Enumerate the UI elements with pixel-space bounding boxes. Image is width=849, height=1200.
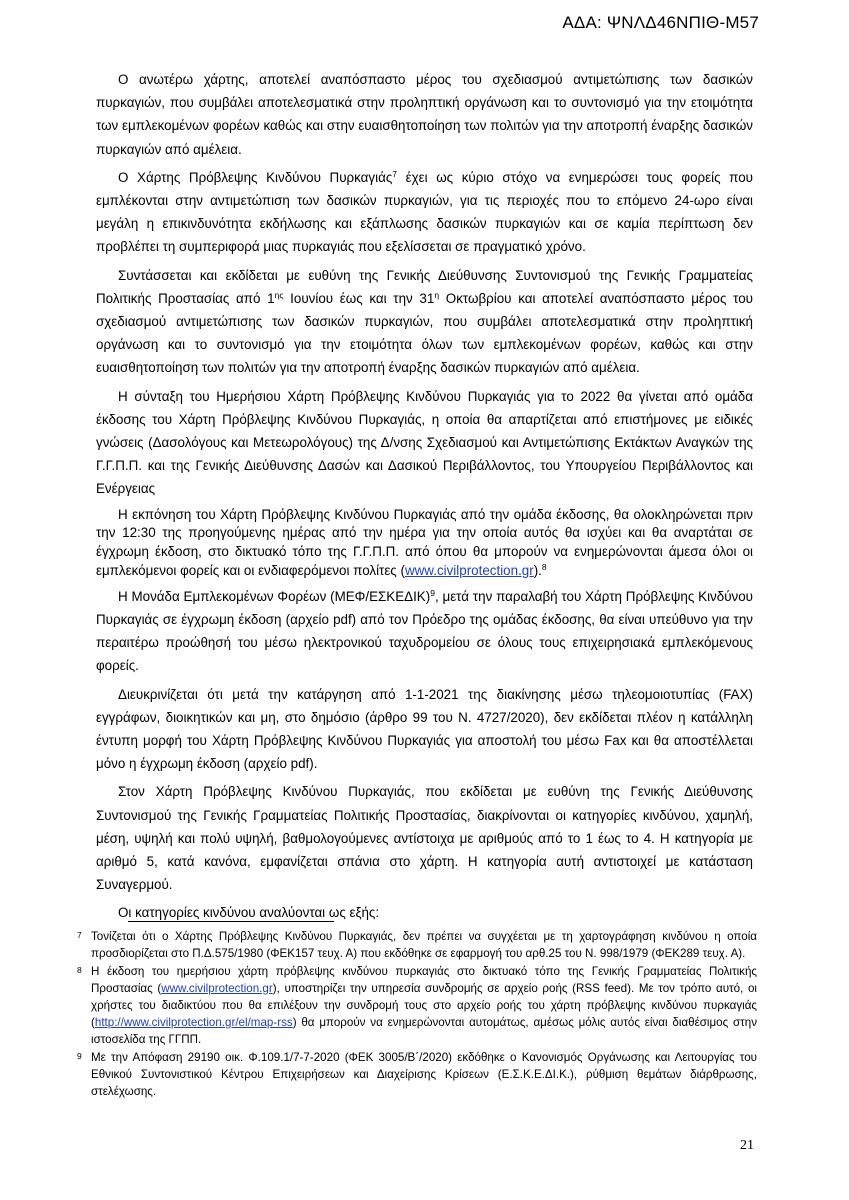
paragraph-5: [96, 506, 753, 581]
footnote-mark: 8: [77, 965, 82, 975]
ordinal-superscript: η: [434, 289, 440, 300]
paragraph-2: [96, 166, 753, 259]
paragraph-3: [96, 264, 753, 380]
footnote-9: [77, 1049, 757, 1100]
document-body: [96, 68, 753, 930]
ordinal-superscript: ης: [274, 289, 284, 300]
map-rss-link[interactable]: http://www.civilprotection.gr/el/map-rss: [94, 1016, 293, 1029]
paragraph-9: Οι κατηγορίες κινδύνου αναλύονται ως εξής:: [118, 905, 380, 921]
paragraph-2-start: Ο Χάρτης Πρόβλεψης Κινδύνου Πυρκαγιάς: [118, 169, 393, 185]
ada-code: ΑΔΑ: ΨΝΛΔ46ΝΠΙΘ-Μ57: [562, 13, 759, 32]
paragraph-3-part-a: Συντάσσεται και εκδίδεται με ευθύνη της Γενικής Διεύθυνσης Συντονισμού της Γενικής Γραμματείας Πολιτικής Προστασίας από 1: [96, 267, 753, 306]
footnote-8-part-a: Η έκδοση του ημερήσιου χάρτη πρόβλεψης κινδύνου πυρκαγιάς στο δικτυακό τόπο της Γενικής Γραμματείας Πολιτικής Προστασίας (: [91, 965, 757, 995]
paragraph-6: [96, 585, 753, 678]
paragraph-8: Στον Χάρτη Πρόβλεψης Κινδύνου Πυρκαγιάς, που εκδίδεται με ευθύνη της Γενικής Διεύθυνσης Συντονισμού της Γενικής Γραμματείας Πολιτικής Προστασίας, διακρίνονται οι κατηγορίες κινδύνου, χαμηλή, μέση, υψηλή και πολύ υψηλή, βαθμολογούμενες αντίστοιχα με αριθμούς από το 1 έως το 4. Η κατηγορία με αριθμό 5, κατά κανόνα, εμφανίζεται σπάνια στο χάρτη. Η κατηγορία αυτή αντιστοιχεί με κατάσταση Συναγερμού.: [96, 784, 753, 893]
paragraph-4: Η σύνταξη του Ημερήσιου Χάρτη Πρόβλεψης Κινδύνου Πυρκαγιάς για το 2022 θα γίνεται από ομάδα έκδοσης του Χάρτη Πρόβλεψης Κινδύνου Πυρκαγιάς, η οποία θα απαρτίζεται από επιστήμονες με ειδικές γνώσεις (Δασολόγους και Μετεωρολόγους) της Δ/νσης Σχεδιασμού και Αντιμετώπισης Εκτάκτων Αναγκών της Γ.Γ.Π.Π. και της Γενικής Διεύθυνσης Δασών και Δασικού Περιβάλλοντος, του Υπουργείου Περιβάλλοντος και Ενέργειας: [96, 388, 753, 497]
footnote-text: [91, 963, 757, 1048]
footnote-ref-8[interactable]: 8: [541, 562, 547, 573]
paragraph-1: Ο ανωτέρω χάρτης, αποτελεί αναπόσπαστο μέρος του σχεδιασμού αντιμετώπισης των δασικών πυρκαγιών, που συμβάλει αποτελεσματικά στην προληπτική οργάνωση και το συντονισμό για την ετοιμότητα των εμπλεκομένων φορέων καθώς και στην ευαισθητοποίηση των πολιτών για την αποτροπή έναρξης δασικών πυρκαγιών από αμέλεια.: [96, 72, 753, 157]
civilprotection-link[interactable]: www.civilprotection.gr: [404, 563, 534, 579]
paragraph-5-text: Η εκπόνηση του Χάρτη Πρόβλεψης Κινδύνου Πυρκαγιάς από την ομάδα έκδοσης, θα ολοκληρώνεται πριν την 12:30 της προηγούμενης ημέρας από την ημέρα για την οποία αυτός θα ισχύει και θα αναρτάται σε έγχρωμη έκδοση, στο δικτυακό τόπο της Γ.Γ.Π.Π. από όπου θα μπορούν να ενημερώνονται άμεσα όλοι οι εμπλεκόμενοι φορείς και οι ενδιαφερόμενοι πολίτες (: [96, 506, 753, 579]
paragraph-5-end: ).: [533, 563, 542, 579]
footnote-8: [77, 963, 757, 1048]
footnote-ref-9[interactable]: 9: [430, 587, 435, 598]
page-number: 21: [740, 1138, 754, 1153]
footnote-8-part-c: ) θα μπορούν να ενημερώνονται αυτομάτως, αμέσως μόλις αυτός είναι διαθέσιμος στην ιστοσελίδα της ΓΓΠΠ.: [91, 1016, 757, 1046]
paragraph-6-rest: , μετά την παραλαβή του Χάρτη Πρόβλεψης Κινδύνου Πυρκαγιάς σε έγχρωμη έκδοση (αρχείο pdf) από τον Πρόεδρο της ομάδας έκδοσης, θα είναι υπεύθυνο για την περαιτέρω προώθησή του μέσω ηλεκτρονικού ταχυδρομείου σε όλους τους επιχειρησιακά εμπλεκόμενους φορείς.: [96, 588, 753, 674]
footnote-mark: 7: [77, 930, 82, 940]
footnote-text: Με την Απόφαση 29190 οικ. Φ.109.1/7-7-2020 (ΦΕΚ 3005/Β΄/2020) εκδόθηκε ο Κανονισμός Οργάνωσης και Λειτουργίας του Εθνικού Συντονιστικού Κέντρου Επιχειρήσεων και Διαχείρισης Κρίσεων (Ε.Σ.Κ.Ε.ΔΙ.Κ.), ρύθμιση θεμάτων διάρθρωσης, στελέχωσης.: [91, 1051, 757, 1098]
footnotes: [77, 928, 757, 1101]
paragraph-2-rest: έχει ως κύριο στόχο να ενημερώσει τους φορείς που εμπλέκονται στην αντιμετώπιση των δασικών πυρκαγιών, για τις περιοχές που το επόμενο 24-ωρο είναι μεγάλη η επικινδυνότητα εκδήλωσης και εξάπλωσης δασικών πυρκαγιών και σε καμία περίπτωση δεν προβλέπει τη συμπεριφορά μιας πυρκαγιάς που εξελίσσεται σε πραγματικό χρόνο.: [96, 169, 753, 255]
footnote-8-part-b: ), υποστηρίζει την υπηρεσία συνδρομής σε αρχείο ροής (RSS feed). Με τον τρόπο αυτό, οι χρήστες του διαδικτύου που θα επιλέξουν την συνδρομή τους στο αρχείο ροής του χάρτη πρόβλεψης κινδύνου πυρκαγιάς (: [91, 982, 757, 1029]
footnote-ref-7[interactable]: 7: [392, 168, 398, 179]
paragraph-7: Διευκρινίζεται ότι μετά την κατάργηση από 1-1-2021 της διακίνησης μέσω τηλεομοιοτυπίας (FAX) εγγράφων, διοικητικών και μη, στο δημόσιο (άρθρο 99 του Ν. 4727/2020), δεν εκδίδεται πλέον η κατάλληλη έντυπη μορφή του Χάρτη Πρόβλεψης Κινδύνου Πυρκαγιάς για αποστολή του μέσω Fax και θα αποστέλλεται μόνο η έγχρωμη έκδοση (αρχείο pdf).: [96, 686, 753, 772]
civilprotection-link[interactable]: www.civilprotection.gr: [161, 982, 273, 995]
footnote-separator: [128, 921, 334, 922]
paragraph-3-part-b: Ιουνίου έως και την 31: [283, 290, 435, 306]
paragraph-3-part-c: Οκτωβρίου και αποτελεί αναπόσπαστο μέρος του σχεδιασμού αντιμετώπισης των δασικών πυρκαγιών, που συμβάλει αποτελεσματικά στην προληπτική οργάνωση και το συντονισμό για την ετοιμότητα όλων των εμπλεκομένων φορέων, καθώς και στην ευαισθητοποίηση των πολιτών για την αποτροπή έναρξης δασικών πυρκαγιών από αμέλεια.: [96, 290, 753, 376]
footnote-7: [77, 928, 757, 962]
paragraph-6-start: Η Μονάδα Εμπλεκομένων Φορέων (ΜΕΦ/ΕΣΚΕΔΙΚ): [118, 588, 431, 604]
footnote-mark: 9: [77, 1051, 82, 1061]
footnote-text: Τονίζεται ότι ο Χάρτης Πρόβλεψης Κινδύνου Πυρκαγιάς, δεν πρέπει να συγχέεται με τη χαρτογράφηση κινδύνου η οποία προσδιορίζεται στο Π.Δ.575/1980 (ΦΕΚ157 τευχ. Α) που εκδόθηκε σε εφαρμογή του αρθ.25 του Ν. 998/1979 (ΦΕΚ289 τευχ. Α).: [91, 930, 757, 960]
